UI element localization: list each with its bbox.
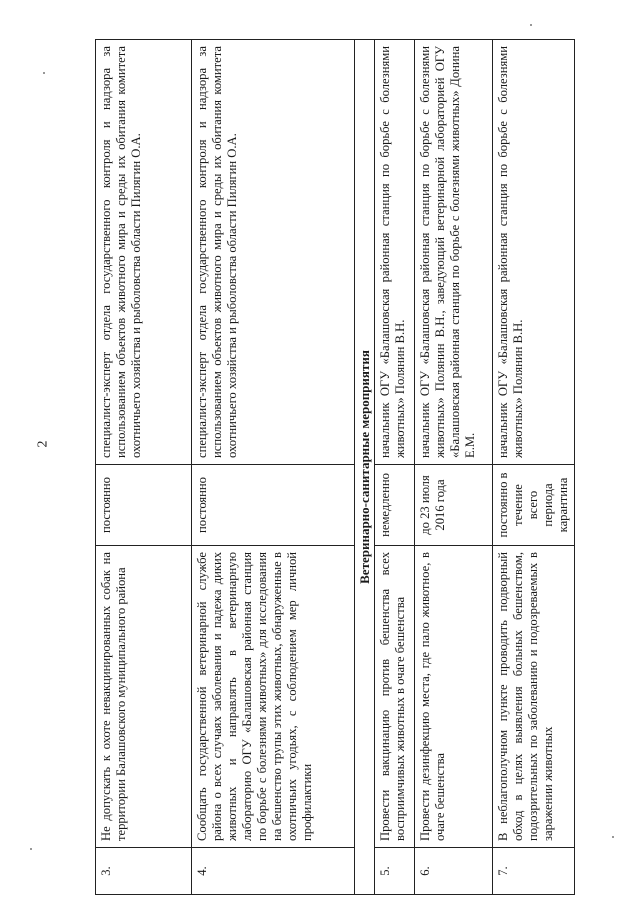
section-header-row	[355, 40, 375, 895]
measure-text: Провести дезинфекцию места, где пало животное, в очаге бешенства	[415, 546, 493, 848]
measure-term: постоянно в течение всего периода карантина	[493, 465, 575, 546]
responsible-person: начальник ОГУ «Балашовская районная станция по борьбе с болезнями животных» Полянин В.Н.	[493, 40, 575, 465]
measure-term: постоянно	[192, 465, 355, 546]
table-row	[415, 40, 493, 895]
table-row	[96, 40, 192, 895]
responsible-person: специалист-эксперт отдела государственного контроля и надзора за использованием объектов животного мира и среды их обитания комитета охотничьего хозяйства и рыболовства области Пилягин О.А.	[192, 40, 355, 465]
measure-text: Сообщать государственной ветеринарной службе района о всех случаях заболевания и падежа диких животных и направлять в ветеринарную лабораторию ОГУ «Балашовская районная станция по борьбе с болезнями животных» для исследования на бешенство трупы этих животных, обнаруженные в охотничьих угодьях, с соблюдением мер личной профилактики	[192, 546, 355, 848]
measure-term: до 23 июля 2016 года	[415, 465, 493, 546]
measures-table	[95, 39, 575, 895]
page-number: 2	[35, 440, 51, 448]
row-number: 3.	[96, 848, 192, 895]
table-row	[493, 40, 575, 895]
table-row	[375, 40, 415, 895]
row-number: 7.	[493, 848, 575, 895]
table-row	[192, 40, 355, 895]
responsible-person: специалист-эксперт отдела государственного контроля и надзора за использованием объектов животного мира и среды их обитания комитета охотничьего хозяйства и рыболовства области Пилягин О.А.	[96, 40, 192, 465]
section-title: Ветеринарно-санитарные мероприятия	[355, 40, 375, 895]
measure-text: Не допускать к охоте невакцинированных собак на территории Балашовского муниципального района	[96, 546, 192, 848]
scan-speck	[43, 72, 45, 74]
scan-speck	[30, 848, 32, 850]
responsible-person: начальник ОГУ «Балашовская районная станция по борьбе с болезнями животных» Полянин В.Н., заведующий ветеринарной лабораторией ОГУ «Балашовская районная станция по борьбе с болезнями животных» Донина Е.М.	[415, 40, 493, 465]
rotated-page-content	[95, 40, 570, 895]
measure-term: постоянно	[96, 465, 192, 546]
measure-text: Провести вакцинацию против бешенства всех восприимчивых животных в очаге бешенства	[375, 546, 415, 848]
responsible-person: начальник ОГУ «Балашовская районная станция по борьбе с болезнями животных» Полянин В.Н.	[375, 40, 415, 465]
scan-speck	[612, 836, 614, 838]
row-number: 4.	[192, 848, 355, 895]
scan-speck	[530, 24, 532, 26]
measure-text: В неблагополучном пункте проводить подворный обход в целях выявления больных бешенством, подозрительных по заболеванию и подозреваемых в заражении животных	[493, 546, 575, 848]
measure-term: немедленно	[375, 465, 415, 546]
row-number: 5.	[375, 848, 415, 895]
row-number: 6.	[415, 848, 493, 895]
